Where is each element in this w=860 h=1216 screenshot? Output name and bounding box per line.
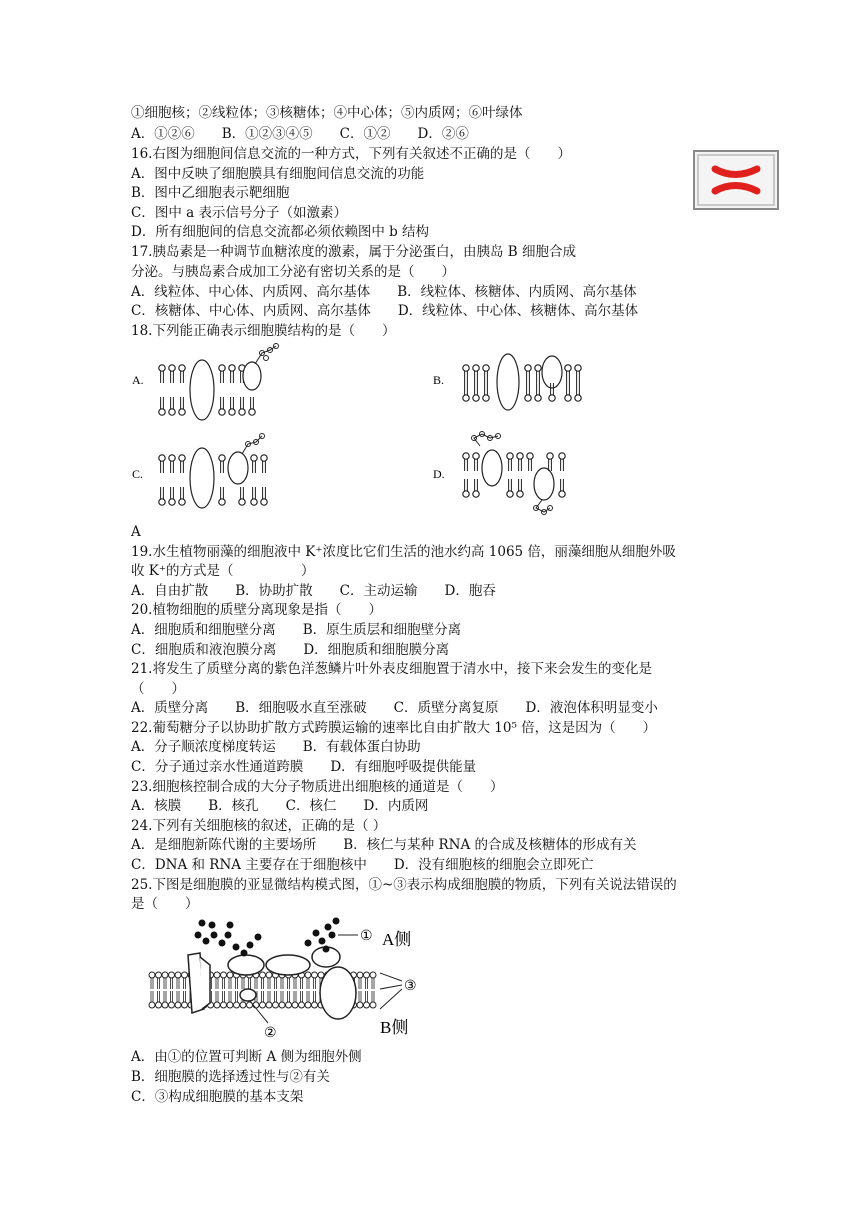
q24-options-cd: C．DNA 和 RNA 主要存在于细胞核中 D．没有细胞核的细胞会立即死亡 <box>131 857 594 873</box>
option-c-label: C. <box>132 467 144 481</box>
q19-options: A．自由扩散 B．协助扩散 C．主动运输 D．胞吞 <box>131 583 496 599</box>
q17-stem: 17.胰岛素是一种调节血糖浓度的激素，属于分泌蛋白，由胰岛 B 细胞合成 <box>131 244 576 260</box>
q18-stem: 18.下列能正确表示细胞膜结构的是（ ） <box>131 323 396 339</box>
option-a-membrane <box>159 344 279 421</box>
q21-options: A．质壁分离 B．细胞吸水直至涨破 C．质壁分离复原 D．液泡体积明显变小 <box>131 700 658 716</box>
q23-options: A．核膜 B．核孔 C．核仁 D．内质网 <box>131 798 429 814</box>
label-2: ② <box>264 1026 277 1041</box>
option-d-membrane <box>463 432 565 515</box>
option-c-membrane <box>159 434 267 509</box>
q18-answer: A <box>131 524 141 540</box>
option-d-label: D. <box>433 467 445 481</box>
q25-option-a: A．由①的位置可判断 A 侧为细胞外侧 <box>131 1049 362 1065</box>
q18-figure <box>130 338 590 520</box>
label-side-b: B侧 <box>380 1018 409 1037</box>
cell-membrane-diagram <box>140 913 440 1043</box>
label-3: ③ <box>404 979 417 994</box>
option-b-membrane <box>463 354 581 410</box>
q25-option-c: C．③构成细胞膜的基本支架 <box>131 1089 304 1105</box>
broken-image-icon <box>693 150 779 210</box>
q16-stem: 16.右图为细胞间信息交流的一种方式，下列有关叙述不正确的是（ ） <box>131 146 571 162</box>
q15-options: A．①②⑥ B．①②③④⑤ C．①② D．②⑥ <box>131 126 469 142</box>
membrane-options-diagram <box>130 338 590 520</box>
q22-options-ab: A．分子顺浓度梯度转运 B．有载体蛋白协助 <box>131 739 421 755</box>
transmembrane-protein <box>320 967 356 1019</box>
label-side-a: A侧 <box>382 930 412 949</box>
q19-stem-cont: 收 K⁺的方式是（ ） <box>131 563 315 579</box>
q20-options-cd: C．细胞质和液泡膜分离 D．细胞质和细胞膜分离 <box>131 642 450 658</box>
label-1: ① <box>360 929 373 944</box>
q22-options-cd: C．分子通过亲水性通道跨膜 D．有细胞呼吸提供能量 <box>131 759 477 775</box>
q16-option-c: C．图中 a 表示信号分子（如激素） <box>131 205 347 221</box>
q16-option-b: B．图中乙细胞表示靶细胞 <box>131 185 290 201</box>
q25-figure <box>140 913 440 1043</box>
q17-options-cd: C．核糖体、中心体、内质网、高尔基体 D．线粒体、中心体、核糖体、高尔基体 <box>131 303 639 319</box>
q20-stem: 20.植物细胞的质壁分离现象是指（ ） <box>131 602 382 618</box>
q25-stem-cont: 是（ ） <box>131 896 199 912</box>
q21-stem: 21.将发生了质壁分离的紫色洋葱鳞片叶外表皮细胞置于清水中，接下来会发生的变化是 <box>131 661 652 677</box>
q17-options-ab: A．线粒体、中心体、内质网、高尔基体 B．线粒体、核糖体、内质网、高尔基体 <box>131 284 637 300</box>
option-a-label: A. <box>132 373 144 387</box>
q20-options-ab: A．细胞质和细胞壁分离 B．原生质层和细胞壁分离 <box>131 622 462 638</box>
q19-stem: 19.水生植物丽藻的细胞液中 K⁺浓度比它们生活的池水约高 1065 倍，丽藻细胞从细胞外吸 <box>131 544 676 560</box>
q25-option-b: B．细胞膜的选择透过性与②有关 <box>131 1069 330 1085</box>
peripheral-protein <box>228 955 264 975</box>
q22-stem: 22.葡萄糖分子以协助扩散方式跨膜运输的速率比自由扩散大 10⁵ 倍，这是因为（ ） <box>131 720 657 736</box>
q16-option-d: D．所有细胞间的信息交流都必须依赖图中 b 结构 <box>131 224 430 240</box>
q15-items: ①细胞核；②线粒体；③核糖体；④中心体；⑤内质网；⑥叶绿体 <box>131 105 523 121</box>
q24-stem: 24.下列有关细胞核的叙述，正确的是（ ） <box>131 818 387 834</box>
q24-options-ab: A．是细胞新陈代谢的主要场所 B．核仁与某种 RNA 的合成及核糖体的形成有关 <box>131 837 637 853</box>
q16-option-a: A．图中反映了细胞膜具有细胞间信息交流的功能 <box>131 166 425 182</box>
q21-stem-cont: （ ） <box>131 681 185 697</box>
option-b-label: B. <box>433 373 445 387</box>
q17-stem-cont: 分泌。与胰岛素合成加工分泌有密切关系的是（ ） <box>131 264 455 280</box>
q23-stem: 23.细胞核控制合成的大分子物质进出细胞核的通道是（ ） <box>131 779 504 795</box>
q25-stem: 25.下图是细胞膜的亚显微结构模式图，①~③表示构成细胞膜的物质，下列有关说法错误的 <box>131 877 677 893</box>
